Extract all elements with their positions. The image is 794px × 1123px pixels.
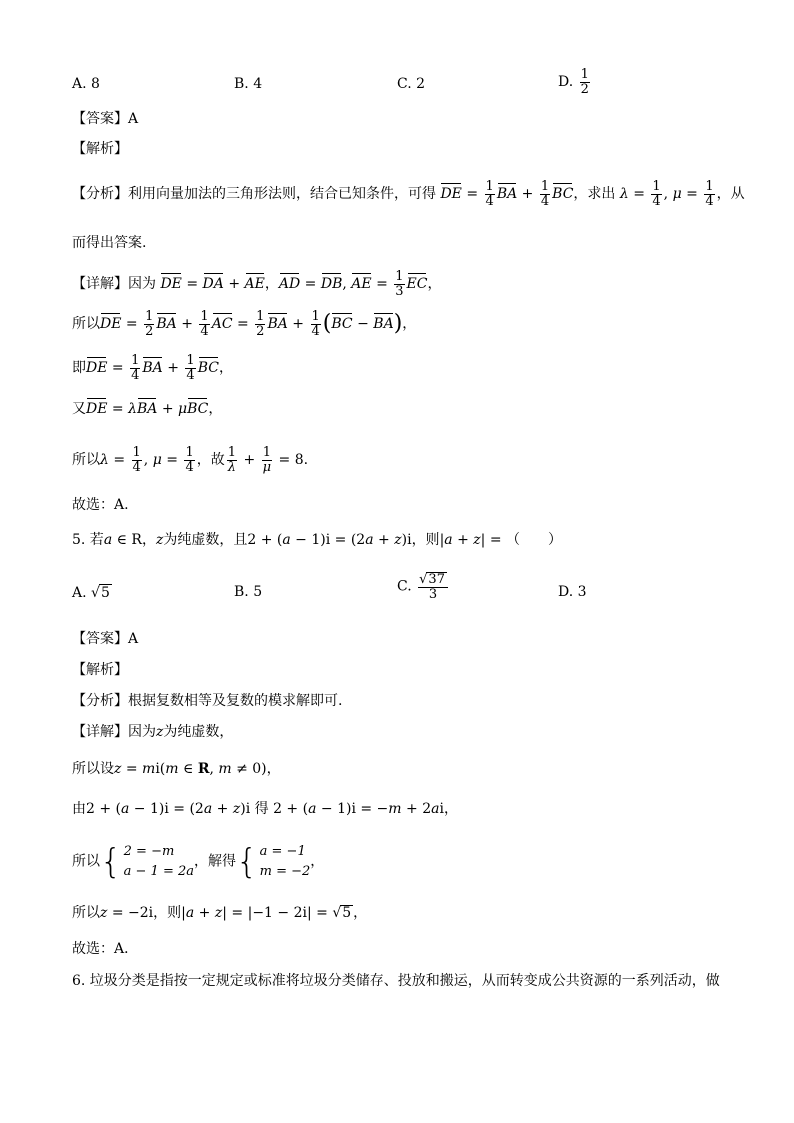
q4-choose: 故选：A. xyxy=(72,497,129,513)
q4-detail-1: 【详解】因为 DE = DA + AE，AD = DB, AE = $\frac{1}{3}$ EC， xyxy=(72,269,442,299)
q5-option-c: C. $\frac{√37}{3}$ xyxy=(397,572,450,601)
q4-option-a: A. 8 xyxy=(72,76,100,92)
q4-option-b: B. 4 xyxy=(234,76,263,92)
q5-detail-3: 由2 + (a − 1)i = (2a + z)i 得 2 + (a − 1)i = −m + 2ai， xyxy=(72,801,458,817)
q4-option-c: C. 2 xyxy=(397,76,426,92)
q5-option-d: D. 3 xyxy=(558,584,587,600)
q4-answer: 【答案】A xyxy=(72,111,139,127)
q5-choose: 故选：A． xyxy=(72,941,139,957)
q4-detail-5: 所以λ = $\frac{1}{4}$ , μ = $\frac{1}{4}$ ，故 $\frac{1}{\lambda}$ + $\frac{1}{\mu}$ = 8. xyxy=(72,445,309,475)
q5-detail-5: 所以z = −2i，则|a + z| = |−1 − 2i| = √5 ， xyxy=(72,905,368,921)
q5-detail-2: 所以设z = mi(m ∈ R, m ≠ 0)， xyxy=(72,761,281,777)
q4-detail-3: 即DE = $\frac{1}{4}$ BA + $\frac{1}{4}$ BC， xyxy=(72,353,233,383)
q5-detail-4: 所以{ 2 = −m a − 1 = 2a ，解得{ a = −1 m = −2 ， xyxy=(72,841,325,882)
q5-fenxi: 【分析】根据复数相等及复数的模求解即可. xyxy=(72,693,343,709)
q5-answer: 【答案】A xyxy=(72,631,139,647)
q5-analysis-label: 【解析】 xyxy=(72,662,128,678)
q4-detail-2: 所以DE = $\frac{1}{2}$ BA + $\frac{1}{4}$ AC = $\frac{1}{2}$ BA + $\frac{1}{4}$ (BC − BA)， xyxy=(72,309,417,339)
q6-stem: 6. 垃圾分类是指按一定规定或标准将垃圾分类储存、投放和搬运，从而转变成公共资源的一系列活动，做 xyxy=(72,973,720,989)
q5-option-b: B. 5 xyxy=(234,584,263,600)
q4-option-d: D. $\frac{1}{2}$ xyxy=(558,67,589,97)
q4-analysis-label: 【解析】 xyxy=(72,141,128,157)
q5-stem: 5. 若a ∈ R，z为纯虚数，且2 + (a − 1)i = (2a + z)i，则|a + z| = （ ） xyxy=(72,532,563,548)
q4-detail-4: 又DE = λBA + μBC， xyxy=(72,396,222,416)
q4-fenxi: 【分析】利用向量加法的三角形法则，结合已知条件，可得 DE = $\frac{1}{4}$ BA + $\frac{1}{4}$ BC，求出 λ = $\frac{1}{4}$ , μ = $\frac{1}{4}$ ，从 xyxy=(72,179,745,209)
q4-fenxi-line2: 而得出答案. xyxy=(72,235,147,251)
q5-detail-1: 【详解】因为z为纯虚数， xyxy=(72,724,234,740)
q5-option-a: A. √5 xyxy=(72,585,110,601)
